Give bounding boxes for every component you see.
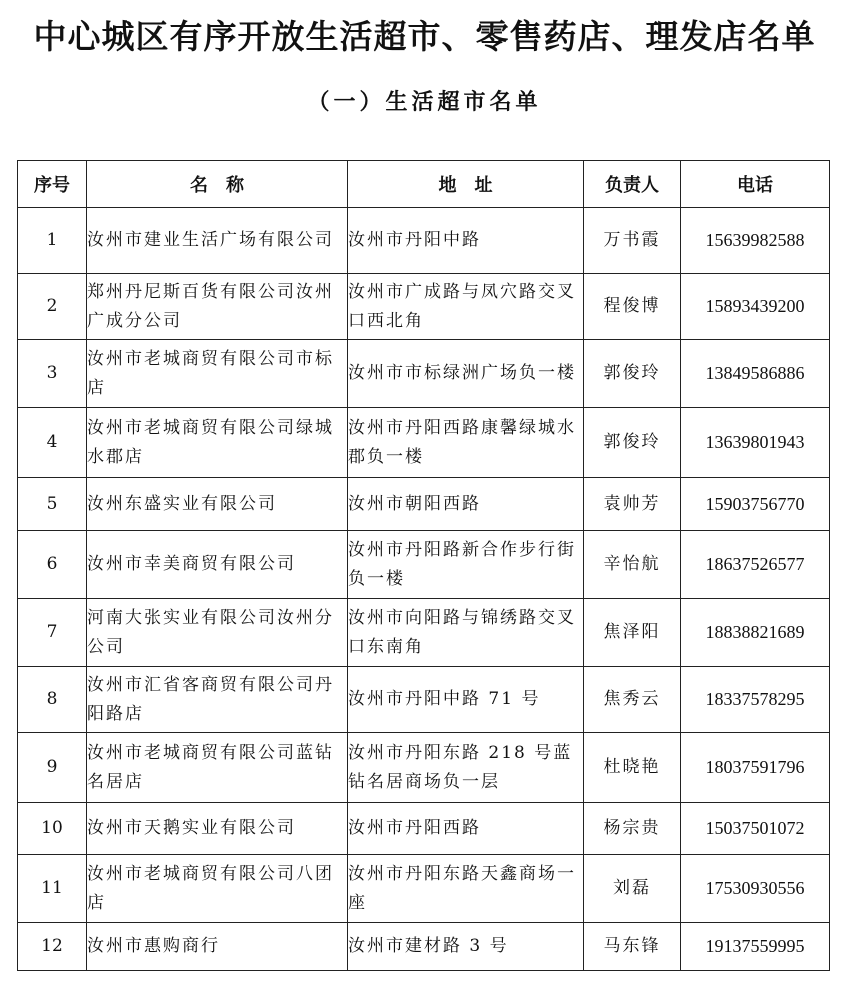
cell-person: 辛怡航 xyxy=(584,531,681,599)
cell-name: 汝州市建业生活广场有限公司 xyxy=(87,208,348,274)
cell-person: 马东锋 xyxy=(584,923,681,971)
cell-phone: 19137559995 xyxy=(681,923,830,971)
cell-address: 汝州市广成路与凤穴路交叉口西北角 xyxy=(348,274,584,340)
cell-person: 杜晓艳 xyxy=(584,733,681,803)
table-row xyxy=(18,274,830,340)
cell-no: 7 xyxy=(18,599,87,667)
cell-phone: 15639982588 xyxy=(681,208,830,274)
table-row xyxy=(18,733,830,803)
cell-no: 1 xyxy=(18,208,87,274)
cell-phone: 15903756770 xyxy=(681,478,830,531)
cell-phone: 18838821689 xyxy=(681,599,830,667)
cell-no: 5 xyxy=(18,478,87,531)
cell-person: 杨宗贵 xyxy=(584,803,681,855)
cell-no: 4 xyxy=(18,408,87,478)
cell-name: 汝州市老城商贸有限公司绿城水郡店 xyxy=(87,408,348,478)
cell-person: 焦秀云 xyxy=(584,667,681,733)
cell-name: 汝州市惠购商行 xyxy=(87,923,348,971)
page-title: 中心城区有序开放生活超市、零售药店、理发店名单 xyxy=(33,17,816,56)
header-phone: 电话 xyxy=(681,161,830,208)
table-row xyxy=(18,408,830,478)
cell-phone: 18037591796 xyxy=(681,733,830,803)
cell-name: 汝州市幸美商贸有限公司 xyxy=(87,531,348,599)
cell-phone: 13639801943 xyxy=(681,408,830,478)
table-row xyxy=(18,478,830,531)
cell-no: 11 xyxy=(18,855,87,923)
supermarket-table xyxy=(17,160,830,971)
cell-phone: 18337578295 xyxy=(681,667,830,733)
header-person: 负责人 xyxy=(584,161,681,208)
cell-address: 汝州市丹阳西路 xyxy=(348,803,584,855)
cell-name: 汝州市汇省客商贸有限公司丹阳路店 xyxy=(87,667,348,733)
cell-name: 汝州市天鹅实业有限公司 xyxy=(87,803,348,855)
cell-address: 汝州市丹阳中路 71 号 xyxy=(348,667,584,733)
cell-no: 6 xyxy=(18,531,87,599)
cell-no: 10 xyxy=(18,803,87,855)
table-row xyxy=(18,340,830,408)
header-no: 序号 xyxy=(18,161,87,208)
cell-person: 焦泽阳 xyxy=(584,599,681,667)
cell-person: 袁帅芳 xyxy=(584,478,681,531)
cell-name: 汝州东盛实业有限公司 xyxy=(87,478,348,531)
cell-phone: 15037501072 xyxy=(681,803,830,855)
table-row xyxy=(18,667,830,733)
cell-no: 8 xyxy=(18,667,87,733)
cell-address: 汝州市市标绿洲广场负一楼 xyxy=(348,340,584,408)
cell-name: 汝州市老城商贸有限公司蓝钻名居店 xyxy=(87,733,348,803)
cell-person: 郭俊玲 xyxy=(584,408,681,478)
cell-person: 程俊博 xyxy=(584,274,681,340)
cell-phone: 18637526577 xyxy=(681,531,830,599)
cell-person: 刘磊 xyxy=(584,855,681,923)
cell-name: 郑州丹尼斯百货有限公司汝州广成分公司 xyxy=(87,274,348,340)
table-row xyxy=(18,531,830,599)
cell-phone: 15893439200 xyxy=(681,274,830,340)
cell-no: 12 xyxy=(18,923,87,971)
cell-address: 汝州市朝阳西路 xyxy=(348,478,584,531)
cell-address: 汝州市建材路 3 号 xyxy=(348,923,584,971)
cell-no: 9 xyxy=(18,733,87,803)
cell-address: 汝州市丹阳西路康馨绿城水郡负一楼 xyxy=(348,408,584,478)
table-row xyxy=(18,923,830,971)
header-name: 名 称 xyxy=(87,161,348,208)
cell-name: 汝州市老城商贸有限公司市标店 xyxy=(87,340,348,408)
cell-name: 河南大张实业有限公司汝州分公司 xyxy=(87,599,348,667)
cell-person: 郭俊玲 xyxy=(584,340,681,408)
cell-person: 万书霞 xyxy=(584,208,681,274)
table-row xyxy=(18,599,830,667)
cell-phone: 13849586886 xyxy=(681,340,830,408)
cell-phone: 17530930556 xyxy=(681,855,830,923)
cell-address: 汝州市丹阳东路 218 号蓝钻名居商场负一层 xyxy=(348,733,584,803)
cell-name: 汝州市老城商贸有限公司八团店 xyxy=(87,855,348,923)
cell-address: 汝州市丹阳路新合作步行街负一楼 xyxy=(348,531,584,599)
section-subtitle: （一）生活超市名单 xyxy=(307,89,542,115)
cell-no: 2 xyxy=(18,274,87,340)
cell-address: 汝州市丹阳东路天鑫商场一座 xyxy=(348,855,584,923)
header-address: 地 址 xyxy=(348,161,584,208)
table-row xyxy=(18,208,830,274)
table-header-row xyxy=(18,161,830,208)
cell-no: 3 xyxy=(18,340,87,408)
table-row xyxy=(18,803,830,855)
cell-address: 汝州市向阳路与锦绣路交叉口东南角 xyxy=(348,599,584,667)
table-row xyxy=(18,855,830,923)
cell-address: 汝州市丹阳中路 xyxy=(348,208,584,274)
